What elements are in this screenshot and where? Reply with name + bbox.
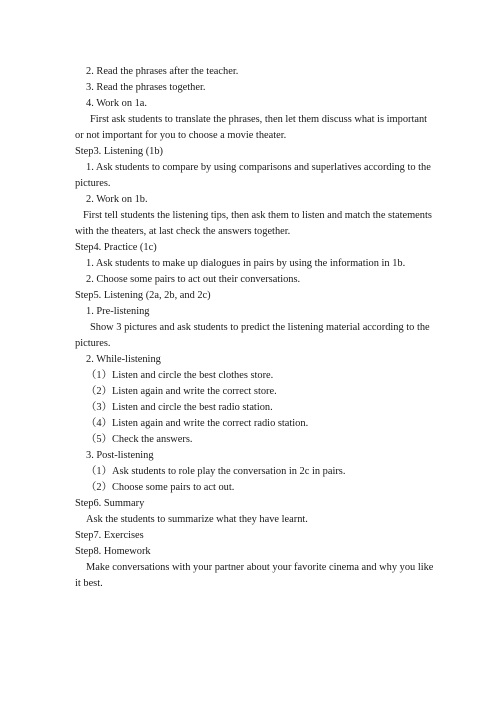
list-item: （4）Listen again and write the correct radio station.	[86, 418, 309, 429]
text-line: 2. Read the phrases after the teacher.	[86, 66, 239, 77]
text-line: 1. Pre-listening	[86, 306, 150, 317]
step-heading: Step7. Exercises	[75, 530, 144, 541]
list-item: （1）Ask students to role play the conversation in 2c in pairs.	[86, 466, 346, 477]
step-heading: Step8. Homework	[75, 546, 151, 557]
text-line: 4. Work on 1a.	[86, 98, 148, 109]
list-item: （3）Listen and circle the best radio station.	[86, 402, 273, 413]
text-line: Make conversations with your partner about your favorite cinema and why you like	[86, 562, 434, 573]
step-heading: Step4. Practice (1c)	[75, 242, 157, 253]
list-item: （1）Listen and circle the best clothes store.	[86, 370, 274, 381]
text-line: 2. Work on 1b.	[86, 194, 148, 205]
step-heading: Step5. Listening (2a, 2b, and 2c)	[75, 290, 211, 301]
text-line: First ask students to translate the phrases, then let them discuss what is important	[90, 114, 428, 125]
text-line: 2. While-listening	[86, 354, 161, 365]
text-line: pictures.	[75, 338, 111, 349]
text-line: 2. Choose some pairs to act out their conversations.	[86, 274, 301, 285]
text-line: it best.	[75, 578, 103, 589]
list-item: （5）Check the answers.	[86, 434, 193, 445]
list-item: （2）Listen again and write the correct store.	[86, 386, 277, 397]
step-heading: Step6. Summary	[75, 498, 145, 509]
text-line: Ask the students to summarize what they have learnt.	[86, 514, 308, 525]
text-line: 3. Post-listening	[86, 450, 154, 461]
text-line: 1. Ask students to make up dialogues in pairs by using the information in 1b.	[86, 258, 406, 269]
text-line: 3. Read the phrases together.	[86, 82, 206, 93]
text-line: Show 3 pictures and ask students to predict the listening material according to the	[90, 322, 430, 333]
text-line: or not important for you to choose a movie theater.	[75, 130, 287, 141]
text-line: First tell students the listening tips, then ask them to listen and match the statements	[83, 210, 432, 221]
text-line: with the theaters, at last check the answers together.	[75, 226, 291, 237]
text-line: 1. Ask students to compare by using comparisons and superlatives according to the	[86, 162, 431, 173]
list-item: （2）Choose some pairs to act out.	[86, 482, 235, 493]
step-heading: Step3. Listening (1b)	[75, 146, 164, 157]
text-line: pictures.	[75, 178, 111, 189]
